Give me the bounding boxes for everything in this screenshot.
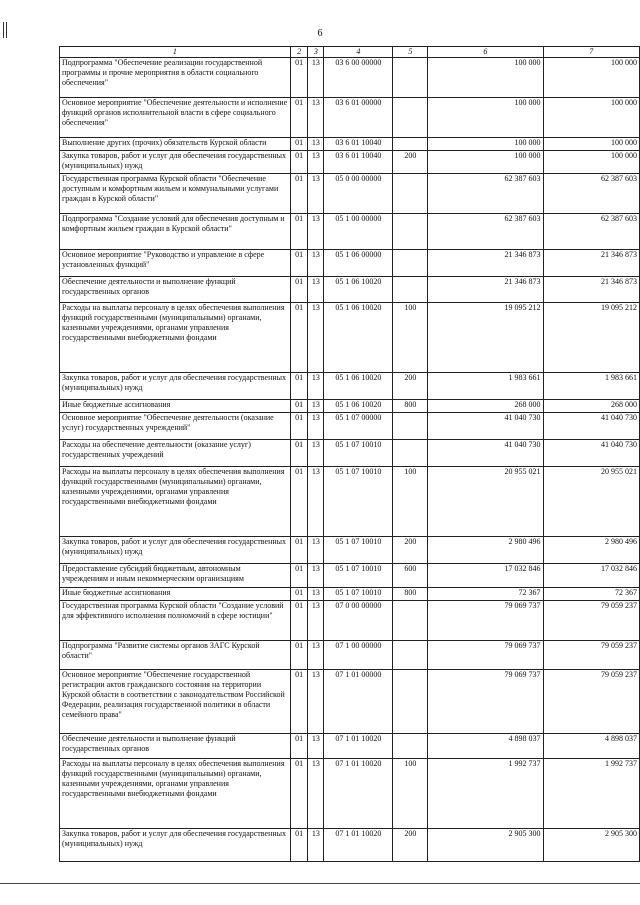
table-row (60, 759, 640, 829)
row-amount-year-2: 1 992 737 (543, 759, 640, 829)
row-section-code: 01 (290, 759, 308, 829)
row-amount-year-1: 79 069 737 (428, 641, 543, 670)
row-amount-year-1: 100 000 (428, 151, 543, 174)
row-expense-type (393, 413, 428, 440)
row-expense-type (393, 138, 428, 151)
table-row (60, 440, 640, 467)
row-expense-type: 100 (393, 467, 428, 537)
row-target-article: 05 1 06 10020 (324, 277, 393, 303)
row-target-article: 05 1 06 10020 (324, 303, 393, 373)
row-name: Подпрограмма "Обеспечение реализации государственной программы и прочие мероприятия в области социального обеспечения" (60, 58, 291, 98)
row-target-article: 03 6 01 00000 (324, 98, 393, 138)
row-amount-year-2: 79 059 237 (543, 601, 640, 641)
row-amount-year-1: 17 032 846 (428, 564, 543, 588)
row-amount-year-2: 268 000 (543, 400, 640, 413)
row-section-code: 01 (290, 373, 308, 400)
row-expense-type (393, 440, 428, 467)
row-expense-type: 800 (393, 588, 428, 601)
row-target-article: 07 1 01 10020 (324, 759, 393, 829)
header-cell-6: 6 (428, 47, 543, 58)
table-row (60, 151, 640, 174)
row-amount-year-1: 79 069 737 (428, 670, 543, 734)
row-target-article: 05 1 06 10020 (324, 400, 393, 413)
table-row (60, 277, 640, 303)
row-name: Закупка товаров, работ и услуг для обеспечения государственных (муниципальных) нужд (60, 151, 291, 174)
table-row (60, 734, 640, 759)
table-row (60, 214, 640, 250)
row-expense-type: 200 (393, 537, 428, 564)
row-amount-year-1: 1 983 661 (428, 373, 543, 400)
row-amount-year-1: 19 095 212 (428, 303, 543, 373)
page-number: 6 (317, 28, 323, 39)
table-row (60, 670, 640, 734)
row-target-article: 05 1 07 10010 (324, 537, 393, 564)
row-name: Расходы на выплаты персоналу в целях обеспечения выполнения функций государственными (муниципальными) органами, казенными учреждениями, органами управления государственными внебюджетными фондами (60, 467, 291, 537)
row-target-article: 07 1 01 10020 (324, 734, 393, 759)
row-name: Основное мероприятие "Обеспечение деятельности и исполнение функций органов исполнительной власти в сфере социального обеспечения" (60, 98, 291, 138)
table-row (60, 373, 640, 400)
row-expense-type (393, 734, 428, 759)
row-amount-year-2: 2 980 496 (543, 537, 640, 564)
row-amount-year-1: 72 367 (428, 588, 543, 601)
row-subsection-code: 13 (308, 58, 324, 98)
row-expense-type (393, 214, 428, 250)
row-amount-year-2: 79 059 237 (543, 641, 640, 670)
row-subsection-code: 13 (308, 734, 324, 759)
row-amount-year-1: 20 955 021 (428, 467, 543, 537)
row-target-article: 05 1 06 00000 (324, 250, 393, 277)
row-section-code: 01 (290, 214, 308, 250)
row-section-code: 01 (290, 440, 308, 467)
row-name: Основное мероприятие "Обеспечение государственной регистрации актов гражданского состояния на территории Курской области в соответствии с законодательством Российской Федерации, реализация государственной политики в области семейного права" (60, 670, 291, 734)
row-expense-type (393, 670, 428, 734)
header-cell-7: 7 (543, 47, 640, 58)
row-amount-year-1: 21 346 873 (428, 277, 543, 303)
row-section-code: 01 (290, 303, 308, 373)
row-target-article: 07 1 00 00000 (324, 641, 393, 670)
row-subsection-code: 13 (308, 214, 324, 250)
row-name: Закупка товаров, работ и услуг для обеспечения государственных (муниципальных) нужд (60, 537, 291, 564)
row-amount-year-2: 21 346 873 (543, 250, 640, 277)
row-target-article: 03 6 00 00000 (324, 58, 393, 98)
row-subsection-code: 13 (308, 829, 324, 862)
row-expense-type: 100 (393, 303, 428, 373)
row-target-article: 05 1 00 00000 (324, 214, 393, 250)
table-row (60, 400, 640, 413)
row-amount-year-2: 41 040 730 (543, 413, 640, 440)
row-target-article: 05 0 00 00000 (324, 174, 393, 214)
row-amount-year-1: 41 040 730 (428, 413, 543, 440)
table-row (60, 829, 640, 862)
row-subsection-code: 13 (308, 98, 324, 138)
row-section-code: 01 (290, 829, 308, 862)
row-target-article: 05 1 07 10010 (324, 564, 393, 588)
row-target-article: 05 1 07 10010 (324, 440, 393, 467)
row-target-article: 07 1 01 00000 (324, 670, 393, 734)
row-amount-year-2: 41 040 730 (543, 440, 640, 467)
row-target-article: 05 1 07 10010 (324, 588, 393, 601)
row-amount-year-2: 21 346 873 (543, 277, 640, 303)
row-subsection-code: 13 (308, 440, 324, 467)
row-section-code: 01 (290, 138, 308, 151)
row-target-article: 05 1 06 10020 (324, 373, 393, 400)
row-section-code: 01 (290, 467, 308, 537)
table-row (60, 467, 640, 537)
table-row (60, 413, 640, 440)
row-amount-year-1: 41 040 730 (428, 440, 543, 467)
table-row (60, 250, 640, 277)
row-amount-year-2: 72 367 (543, 588, 640, 601)
row-amount-year-1: 62 387 603 (428, 214, 543, 250)
row-name: Подпрограмма "Создание условий для обеспечения доступным и комфортным жильем граждан в Курской области" (60, 214, 291, 250)
table-row (60, 601, 640, 641)
row-section-code: 01 (290, 58, 308, 98)
table-row (60, 98, 640, 138)
row-amount-year-2: 62 387 603 (543, 214, 640, 250)
table-row (60, 58, 640, 98)
row-section-code: 01 (290, 588, 308, 601)
row-subsection-code: 13 (308, 601, 324, 641)
row-amount-year-2: 17 032 846 (543, 564, 640, 588)
row-amount-year-2: 100 000 (543, 98, 640, 138)
row-section-code: 01 (290, 601, 308, 641)
row-section-code: 01 (290, 174, 308, 214)
row-amount-year-2: 62 387 603 (543, 174, 640, 214)
row-name: Государственная программа Курской области "Обеспечение доступным и комфортным жильем и коммунальными услугами граждан в Курской области" (60, 174, 291, 214)
row-amount-year-1: 62 387 603 (428, 174, 543, 214)
row-amount-year-2: 2 905 300 (543, 829, 640, 862)
row-amount-year-1: 2 905 300 (428, 829, 543, 862)
header-cell-5: 5 (393, 47, 428, 58)
row-name: Основное мероприятие "Обеспечение деятельности (оказание услуг) государственных учреждений" (60, 413, 291, 440)
header-cell-3: 3 (308, 47, 324, 58)
row-section-code: 01 (290, 734, 308, 759)
row-expense-type (393, 601, 428, 641)
row-expense-type (393, 277, 428, 303)
table-row (60, 537, 640, 564)
row-name: Подпрограмма "Развитие системы органов ЗАГС Курской области" (60, 641, 291, 670)
row-expense-type (393, 250, 428, 277)
row-expense-type (393, 58, 428, 98)
row-amount-year-1: 2 980 496 (428, 537, 543, 564)
row-target-article: 07 0 00 00000 (324, 601, 393, 641)
row-amount-year-1: 1 992 737 (428, 759, 543, 829)
table-row (60, 303, 640, 373)
row-expense-type: 200 (393, 151, 428, 174)
budget-table (59, 46, 640, 862)
row-amount-year-1: 100 000 (428, 58, 543, 98)
row-section-code: 01 (290, 250, 308, 277)
row-expense-type: 200 (393, 373, 428, 400)
row-target-article: 07 1 01 10020 (324, 829, 393, 862)
row-name: Закупка товаров, работ и услуг для обеспечения государственных (муниципальных) нужд (60, 829, 291, 862)
row-subsection-code: 13 (308, 250, 324, 277)
row-subsection-code: 13 (308, 413, 324, 440)
header-cell-1: 1 (60, 47, 291, 58)
row-subsection-code: 13 (308, 400, 324, 413)
row-expense-type (393, 174, 428, 214)
row-name: Государственная программа Курской области "Создание условий для эффективного исполнения полномочий в сфере юстиции" (60, 601, 291, 641)
row-expense-type (393, 98, 428, 138)
row-amount-year-1: 4 898 037 (428, 734, 543, 759)
row-amount-year-2: 19 095 212 (543, 303, 640, 373)
row-section-code: 01 (290, 400, 308, 413)
header-cell-2: 2 (290, 47, 308, 58)
row-name: Иные бюджетные ассигнования (60, 588, 291, 601)
row-section-code: 01 (290, 413, 308, 440)
row-section-code: 01 (290, 670, 308, 734)
row-amount-year-2: 100 000 (543, 151, 640, 174)
row-amount-year-1: 79 069 737 (428, 601, 543, 641)
row-amount-year-1: 268 000 (428, 400, 543, 413)
table-row (60, 588, 640, 601)
row-target-article: 05 1 07 10010 (324, 467, 393, 537)
row-name: Предоставление субсидий бюджетным, автономным учреждениям и иным некоммерческим организациям (60, 564, 291, 588)
header-row (60, 47, 640, 58)
row-subsection-code: 13 (308, 467, 324, 537)
row-subsection-code: 13 (308, 138, 324, 151)
row-name: Расходы на выплаты персоналу в целях обеспечения выполнения функций государственными (муниципальными) органами, казенными учреждениями, органами управления государственными внебюджетными фондами (60, 759, 291, 829)
row-name: Выполнение других (прочих) обязательств Курской области (60, 138, 291, 151)
row-name: Обеспечение деятельности и выполнение функций государственных органов (60, 277, 291, 303)
row-target-article: 03 6 01 10040 (324, 138, 393, 151)
row-expense-type (393, 641, 428, 670)
row-subsection-code: 13 (308, 564, 324, 588)
row-amount-year-2: 100 000 (543, 58, 640, 98)
table-row (60, 641, 640, 670)
row-section-code: 01 (290, 98, 308, 138)
row-amount-year-2: 79 059 237 (543, 670, 640, 734)
row-name: Иные бюджетные ассигнования (60, 400, 291, 413)
row-subsection-code: 13 (308, 151, 324, 174)
row-section-code: 01 (290, 151, 308, 174)
row-subsection-code: 13 (308, 373, 324, 400)
row-subsection-code: 13 (308, 537, 324, 564)
row-name: Закупка товаров, работ и услуг для обеспечения государственных (муниципальных) нужд (60, 373, 291, 400)
row-amount-year-1: 21 346 873 (428, 250, 543, 277)
row-amount-year-2: 100 000 (543, 138, 640, 151)
row-expense-type: 800 (393, 400, 428, 413)
row-section-code: 01 (290, 537, 308, 564)
row-section-code: 01 (290, 641, 308, 670)
row-name: Расходы на выплаты персоналу в целях обеспечения выполнения функций государственными (муниципальными) органами, казенными учреждениями, органами управления государственными внебюджетными фондами (60, 303, 291, 373)
row-name: Расходы на обеспечение деятельности (оказание услуг) государственных учреждений (60, 440, 291, 467)
row-target-article: 05 1 07 00000 (324, 413, 393, 440)
table-row (60, 564, 640, 588)
row-subsection-code: 13 (308, 277, 324, 303)
row-subsection-code: 13 (308, 759, 324, 829)
row-subsection-code: 13 (308, 303, 324, 373)
row-expense-type: 600 (393, 564, 428, 588)
row-name: Обеспечение деятельности и выполнение функций государственных органов (60, 734, 291, 759)
row-section-code: 01 (290, 564, 308, 588)
table-row (60, 174, 640, 214)
row-amount-year-1: 100 000 (428, 98, 543, 138)
row-amount-year-1: 100 000 (428, 138, 543, 151)
row-amount-year-2: 4 898 037 (543, 734, 640, 759)
row-target-article: 03 6 01 10040 (324, 151, 393, 174)
row-expense-type: 200 (393, 829, 428, 862)
row-amount-year-2: 1 983 661 (543, 373, 640, 400)
row-subsection-code: 13 (308, 174, 324, 214)
row-name: Основное мероприятие "Руководство и управление в сфере установленных функций" (60, 250, 291, 277)
row-expense-type: 100 (393, 759, 428, 829)
table-row (60, 138, 640, 151)
row-subsection-code: 13 (308, 588, 324, 601)
row-amount-year-2: 20 955 021 (543, 467, 640, 537)
row-subsection-code: 13 (308, 641, 324, 670)
header-cell-4: 4 (324, 47, 393, 58)
page-bottom-rule (0, 883, 640, 884)
row-section-code: 01 (290, 277, 308, 303)
row-subsection-code: 13 (308, 670, 324, 734)
